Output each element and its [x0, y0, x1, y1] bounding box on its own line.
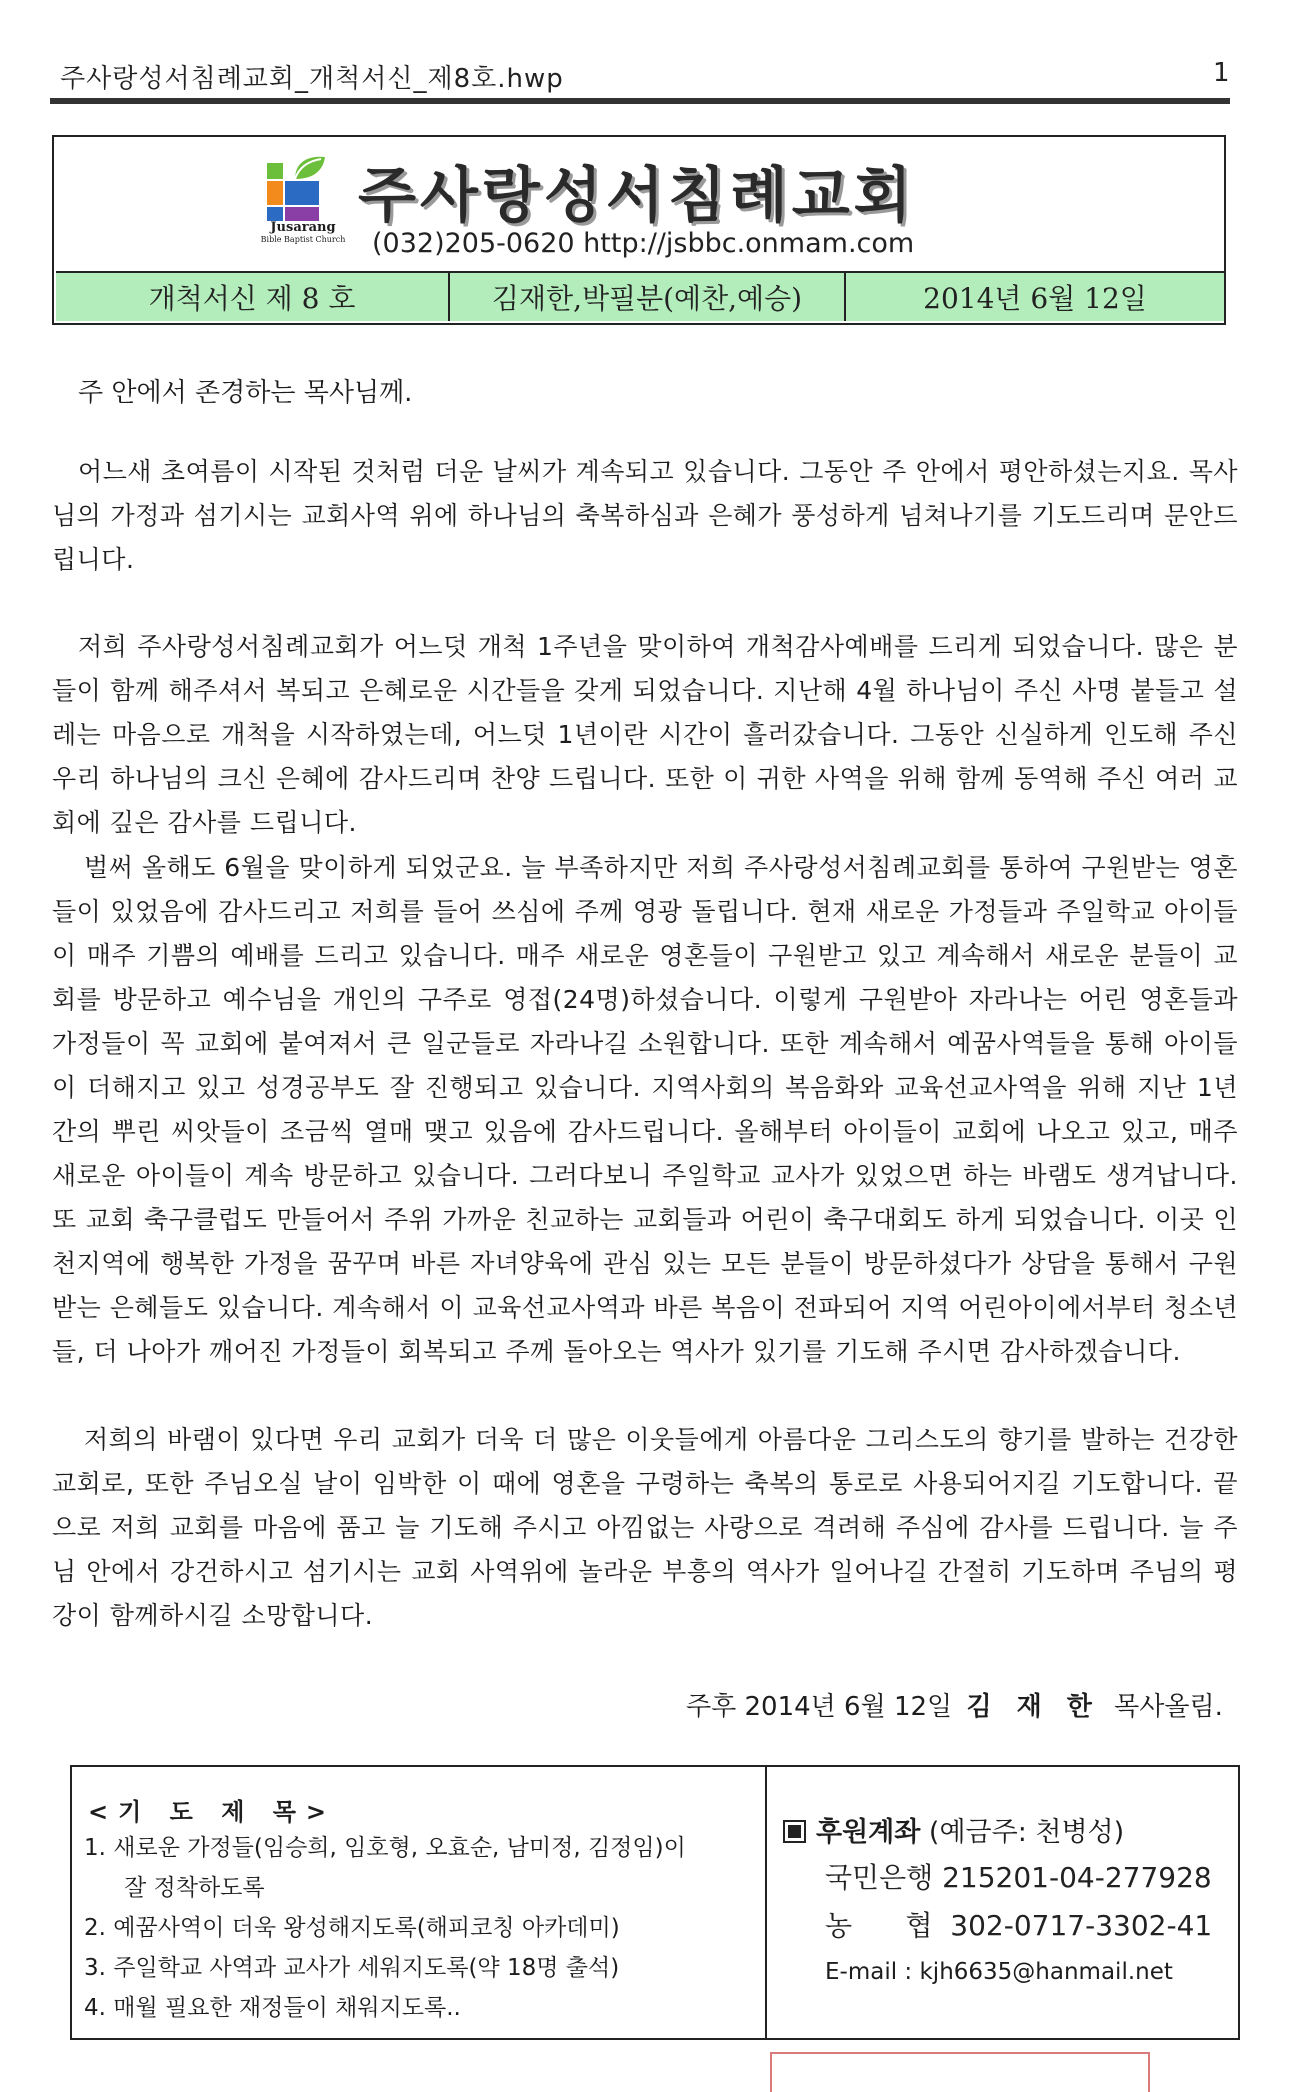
support-label: 후원계좌	[816, 1817, 921, 1848]
stamp-mark	[770, 2052, 1150, 2092]
page-number: 1	[1213, 58, 1230, 88]
signature-suffix: 목사올림.	[1114, 1692, 1223, 1722]
church-logo-icon	[265, 153, 341, 225]
letter-paragraph: 저희의 바램이 있다면 우리 교회가 더욱 더 많은 이웃들에게 아름다운 그리스도의 향기를 발하는 건강한 교회로, 또한 주님오실 날이 임박한 이 때에 영혼을 구령하는 축복의 통로로 사용되어지길 기도합니다. 끝으로 저희 교회를 마음에 품고 늘 기도해 주시고 아낌없는 사랑으로 격려해 주심에 감사를 드립니다. 늘 주님 안에서 강건하시고 섬기시는 교회 사역위에 놀라운 부흥의 역사가 일어나길 간절히 기도하며 주님의 평강이 함께하시길 소망합니다.	[52, 1425, 1238, 1630]
header-rule	[50, 98, 1230, 104]
support-title	[783, 1810, 1124, 1849]
bank-account-kb: 국민은행 215201-04-277928	[825, 1861, 1212, 1894]
issue-date: 2014년 6월 12일	[844, 273, 1224, 321]
greeting: 주 안에서 존경하는 목사님께.	[78, 378, 413, 408]
issue-info-bar	[56, 271, 1224, 321]
letter-paragraph: 벌써 올해도 6월을 맞이하게 되었군요. 늘 부족하지만 저희 주사랑성서침례교회를 통하여 구원받는 영혼들이 있었음에 감사드리고 저희를 들어 쓰심에 주께 영광 돌립니다. 현재 새로운 가정들과 주일학교 아이들이 매주 기쁨의 예배를 드리고 있습니다. 매주 새로운 영혼들이 구원받고 있고 계속해서 새로운 분들이 교회를 방문하고 예수님을 개인의 구주로 영접(24명)하셨습니다. 이렇게 구원받아 자라나는 어린 영혼들과 가정들이 꼭 교회에 붙여져서 큰 일군들로 자라나길 소원합니다. 또한 계속해서 예꿈사역들을 통해 아이들이 더해지고 있고 성경공부도 잘 진행되고 있습니다. 지역사회의 복음화와 교육선교사역을 위해 지난 1년간의 뿌린 씨앗들이 조금씩 열매 맺고 있음에 감사드립니다. 올해부터 아이들이 교회에 나오고 있고, 매주 새로운 아이들이 계속 방문하고 있습니다. 그러다보니 주일학교 교사가 있었으면 하는 바램도 생겨납니다. 또 교회 축구클럽도 만들어서 주위 가까운 친교하는 교회들과 어린이 축구대회도 하게 되었습니다. 이곳 인천지역에 행복한 가정을 꿈꾸며 바른 자녀양육에 관심 있는 모든 분들이 방문하셨다가 상담을 통해서 구원받는 은혜들도 있습니다. 계속해서 이 교육선교사역과 바른 복음이 전파되어 지역 어린아이에서부터 청소년들, 더 나아가 깨어진 가정들이 회복되고 주께 돌아오는 역사가 있기를 기도해 주시면 감사하겠습니다.	[52, 853, 1238, 1366]
prayer-item: 2. 예꿈사역이 더욱 왕성해지도록(해피코칭 아카데미)	[84, 1915, 620, 1941]
signature	[686, 1686, 1223, 1723]
issue-number: 개척서신 제 8 호	[148, 282, 356, 315]
contact-email: E-mail : kjh6635@hanmail.net	[825, 1959, 1173, 1985]
contact-info: (032)205-0620 http://jsbbc.onmam.com	[372, 228, 915, 259]
letter-paragraph: 저희 주사랑성서침례교회가 어느덧 개척 1주년을 맞이하여 개척감사예배를 드리게 되었습니다. 많은 분들이 함께 해주셔서 복되고 은혜로운 시간들을 갖게 되었습니다. 지난해 4월 하나님이 주신 사명 붙들고 설레는 마음으로 개척을 시작하였는데, 어느덧 1년이란 시간이 흘러갔습니다. 그동안 신실하게 인도해 주신 우리 하나님의 크신 은혜에 감사드리며 찬양 드립니다. 또한 이 귀한 사역을 위해 함께 동역해 주신 여러 교회에 깊은 감사를 드립니다.	[52, 632, 1238, 837]
prayer-item: 4. 매월 필요한 재정들이 채워지도록..	[84, 1995, 461, 2021]
prayer-item: 3. 주일학교 사역과 교사가 세워지도록(약 18명 출석)	[84, 1955, 620, 1981]
church-name: 주사랑성서침례교회	[358, 161, 916, 231]
prayer-title: <기 도 제 목>	[88, 1798, 337, 1826]
signature-date: 주후 2014년 6월 12일	[686, 1692, 953, 1722]
letter-paragraph: 어느새 초여름이 시작된 것처럼 더운 날씨가 계속되고 있습니다. 그동안 주 안에서 평안하셨는지요. 목사님의 가정과 섬기시는 교회사역 위에 하나님의 축복하심과 은혜가 풍성하게 넘쳐나기를 기도드리며 문안드립니다.	[52, 457, 1238, 574]
logo-caption-line1: Jusarang	[270, 220, 336, 235]
square-bullet-icon	[783, 1820, 806, 1843]
logo-caption	[248, 221, 358, 245]
bank-account-nh: 농 협 302-0717-3302-41	[825, 1909, 1213, 1942]
footer-divider	[765, 1765, 767, 2040]
signature-name: 김 재 한	[966, 1692, 1100, 1722]
logo-caption-line2: Bible Baptist Church	[260, 235, 346, 244]
pastor-family: 김재한,박필분(예찬,예승)	[448, 273, 844, 321]
prayer-item-continued: 잘 정착하도록	[124, 1875, 265, 1901]
account-holder: (예금주: 천병성)	[928, 1817, 1125, 1848]
prayer-item: 1. 새로운 가정들(임승희, 임호형, 오효순, 남미정, 김정임)이	[84, 1835, 686, 1861]
file-name: 주사랑성서침례교회_개척서신_제8호.hwp	[60, 64, 564, 94]
